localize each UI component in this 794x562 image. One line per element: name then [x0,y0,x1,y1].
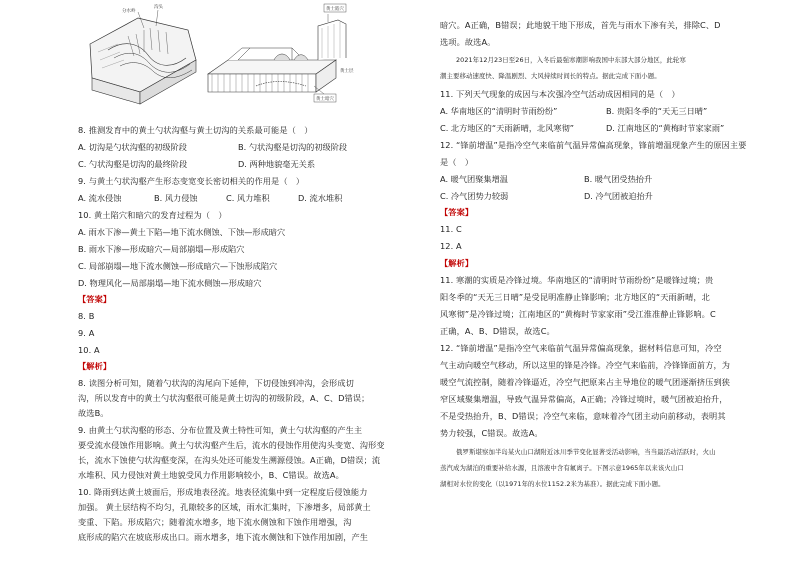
q12-option-d: D. 冷气团被迫抬升 [584,191,653,201]
answer-heading-right: 【答案】 [440,207,474,217]
q8-option-c: C. 勺状沟壑是切沟的最终阶段 [78,159,188,169]
analysis-12-line-5: 不是受热抬升，B、D错误；冷空气来临，意味着冷气团主动向前移动，表明其 [440,411,726,421]
q11-option-a: A. 华南地区的“清明时节雨纷纷” [440,106,558,116]
answer-12: 12. A [440,241,462,251]
loess-diagram [78,0,396,116]
answer-heading: 【答案】 [78,294,112,304]
sinkhole-cross-section [208,4,354,102]
analysis-11-line-3: 风寒彻”是冷锋过境；江南地区的“黄梅时节家家雨”受江淮准静止锋影响。C [440,309,716,319]
question-12-line-2: 是（ ） [440,157,474,167]
q9-option-d: D. 流水堆积 [298,193,343,203]
analysis-8-line-2: 沟，所以发育中的黄土勺状沟壑很可能是黄土切沟的初级阶段，A、C、D错误； [78,393,370,403]
q9-option-b: B. 风力侵蚀 [154,193,198,203]
q10-analysis-cont-2: 选项。故选A。 [440,37,496,47]
analysis-11-line-2: 阳冬季的“天无三日晴”是受昆明准静止锋影响；北方地区的“天雨新晴，北 [440,292,710,302]
label-sinkhole: 黄土陷穴 [326,7,344,12]
q9-option-c: C. 风力堆积 [226,193,270,203]
q9-option-a: A. 流水侵蚀 [78,193,122,203]
analysis-12-line-3: 暖空气流控制，随着冷锋逼近，冷空气把原来占主导地位的暖气团逐渐挤压到狭 [440,377,731,387]
q10-option-d: D. 物理风化—局部崩塌—地下流水侧蚀—形成暗穴 [78,278,262,288]
answer-9: 9. A [78,328,95,338]
question-8: 8. 推测发育中的黄土勺状沟壑与黄土切沟的关系最可能是（ ） [78,125,313,135]
q12-option-b: B. 暖气团受热抬升 [584,174,653,184]
loess-landform-figure [78,0,396,116]
analysis-10-line-2: 加强。 黄土层结构不均匀，孔隙较多的区域，雨水汇集时，下渗增多，局部黄土 [78,502,371,512]
analysis-10-line-1: 10. 降雨到达黄土坡面后，形成地表径流。地表径流集中到一定程度后侵蚀能力 [78,487,368,497]
analysis-heading-right: 【解析】 [440,258,474,268]
q11-option-c: C. 北方地区的“天雨新晴，北风寒彻” [440,123,575,133]
analysis-12-line-1: 12. “锋前增温”是指冷空气来临前气温异常偏高现象，据材料信息可知，冷空 [440,343,722,353]
question-12-line-1: 12. “锋前增温”是指冷空气来临前气温异常偏高现象，锋前增温现象产生的原因主要 [440,140,747,150]
q10-option-b: B. 雨水下渗—形成暗穴—局部崩塌—形成陷穴 [78,244,245,254]
analysis-9-line-4: 水堆积、风力侵蚀对黄土地貌受风力作用影响较小，B、C错误。故选A。 [78,470,344,480]
gully-block-diagram [90,3,196,104]
label-hidden-cave: 黄土暗穴 [316,97,334,102]
analysis-9-line-1: 9. 由黄土勺状沟壑的形态、分布位置及黄土特性可知，黄土勺状沟壑的产生主 [78,425,363,435]
q8-option-b: B. 勺状沟壑是切沟的初级阶段 [238,142,348,152]
crater-lake-intro-3: 湖相对水位的变化（以1971年的水位1152.2米为基准）。据此完成下面小题。 [440,480,665,488]
analysis-12-line-2: 气主动向暖空气移动，所以这里的锋是冷锋。冷空气来临前，冷锋锋面前方，为 [440,360,731,370]
analysis-9-line-3: 长，流水下蚀使勺状沟壑变深，在沟头处还可能发生溯源侵蚀。A正确，D错误；流 [78,455,381,465]
label-gully-head: 沟头 [154,5,163,10]
analysis-11-line-1: 11. 寒潮的实质是冷锋过境。华南地区的“清明时节雨纷纷”是暖锋过境；贵 [440,275,714,285]
analysis-10-line-4: 底形成的陷穴在坡底形成出口。雨水增多，地下流水侧蚀和下蚀作用加剧，产生 [78,532,369,542]
q8-option-d: D. 两种地貌毫无关系 [238,159,316,169]
analysis-8-line-3: 故选B。 [78,408,109,418]
analysis-9-line-2: 要受流水侵蚀作用影响。黄土勺状沟壑产生后，流水的侵蚀作用使沟头变宽、沟形变 [78,440,385,450]
analysis-12-line-4: 窄区域聚集增温，导致气温异常偏高，A正确；冷锋过境时，暖气团被迫抬升， [440,394,728,404]
answer-8: 8. B [78,311,95,321]
analysis-10-line-3: 变重、下陷。形成陷穴；随着流水增多，地下流水侧蚀和下蚀作用增强，沟 [78,517,352,527]
q11-option-d: D. 江南地区的“黄梅时节家家雨” [606,123,725,133]
q12-option-c: C. 冷气团势力较弱 [440,191,509,201]
crater-lake-intro-1: 俄罗斯堪察加半岛某火山口湖附近冰川季节变化显著受活动影响，当当最活动活跃时，火山 [456,448,716,456]
analysis-8-line-1: 8. 读图分析可知，随着勺状沟的沟尾向下延伸，下切侵蚀到冲沟，会形成切 [78,378,354,388]
q8-option-a: A. 切沟是勺状沟壑的初级阶段 [78,142,187,152]
label-loess-layer: 黄土层 [340,69,354,74]
answer-11: 11. C [440,224,462,234]
question-11: 11. 下列天气现象的成因与本次强冷空气活动成因相同的是（ ） [440,89,680,99]
question-9: 9. 与黄土勺状沟壑产生形态变宽变长密切相关的作用是（ ） [78,176,305,186]
crater-lake-intro-2: 蒸汽成为湖泊的重要补给水源，且溶液中含有氟离子。下图示意1965年以来该火山口 [440,464,684,472]
cold-wave-intro-1: 2021年12月23日至26日，入冬后最强寒潮影响我国中东部大部分地区，此轮寒 [456,56,686,64]
analysis-12-line-6: 势力较强，C错误。故选A。 [440,428,543,438]
analysis-11-line-4: 正确，A、B、D错误，故选C。 [440,326,555,336]
q10-analysis-cont-1: 暗穴。A正确，B错误；此地貌干地下形成，首先与雨水下渗有关，排除C、D [440,20,721,30]
q10-option-a: A. 雨水下渗—黄土下陷—地下流水侧蚀、下蚀—形成暗穴 [78,227,286,237]
q10-option-c: C. 局部崩塌—地下流水侧蚀—形成暗穴—下蚀形成陷穴 [78,261,278,271]
question-10: 10. 黄土陷穴和暗穴的发育过程为（ ） [78,210,227,220]
label-watershed: 分水岭 [122,9,136,14]
answer-10: 10. A [78,345,100,355]
cold-wave-intro-2: 潮主要移动速度快、降温剧烈、大风持续时间长的特点。据此完成下面小题。 [440,72,661,80]
q11-option-b: B. 贵阳冬季的“天无三日晴” [606,106,708,116]
q12-option-a: A. 暖气团聚集增温 [440,174,508,184]
analysis-heading: 【解析】 [78,361,112,371]
